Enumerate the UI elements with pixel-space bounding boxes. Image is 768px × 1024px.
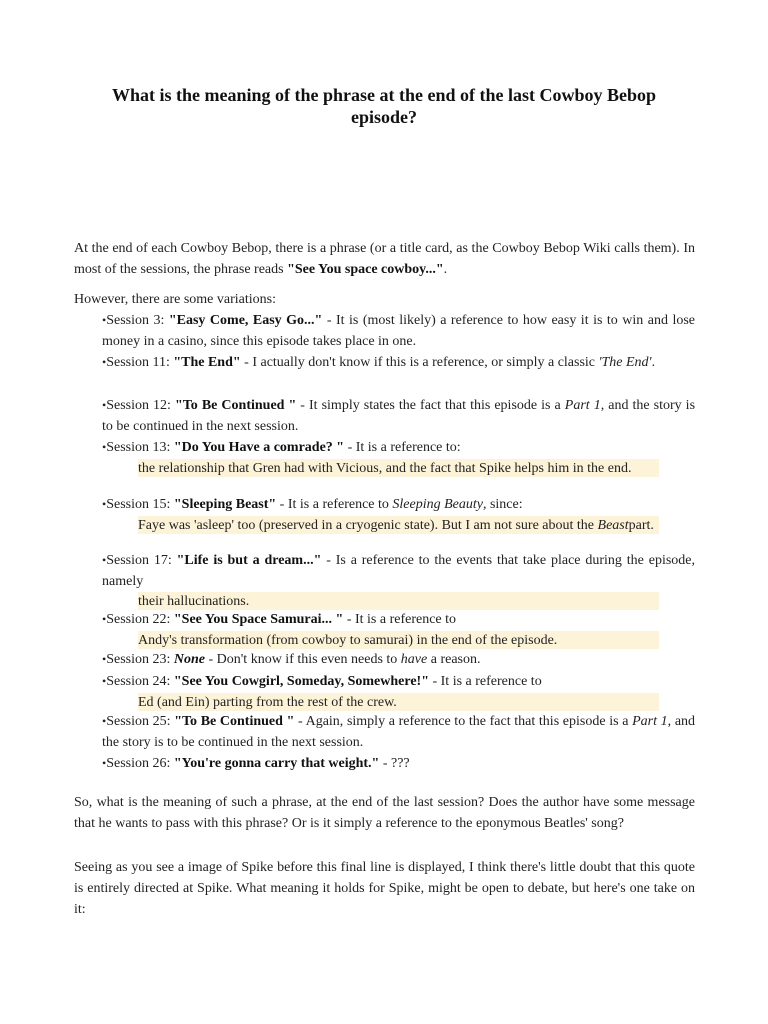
session-desc: - It is a reference to <box>343 612 457 627</box>
closing-paragraph: Seeing as you see a image of Spike before this final line is displayed, I think there's little doubt that this quote is entirely directed at Spike. What meaning it holds for Spike, might be open to debate, but here's one take on it: <box>74 860 695 917</box>
session-quote: Andy's transformation (from cowboy to samurai) in the end of the episode. <box>138 631 659 649</box>
session-desc: - ??? <box>379 756 410 771</box>
list-item <box>102 649 695 670</box>
session-label: Session 24: <box>106 674 171 689</box>
bullet: • <box>102 674 107 688</box>
session-desc: - Is a reference to the events that take place during the episode, namely <box>102 553 695 589</box>
session-desc: - It is a reference to <box>276 497 393 512</box>
session-label: Session 22: <box>106 612 171 627</box>
session-desc-end: , and the story is to be continued in the next session. <box>102 714 696 750</box>
intro-phrase: "See You space cowboy..." <box>287 262 444 277</box>
intro-end: . <box>443 262 448 277</box>
list-item <box>102 494 695 515</box>
list-item <box>102 753 695 774</box>
session-label: Session 13: <box>106 440 171 455</box>
bullet: • <box>102 313 107 327</box>
list-item <box>102 352 695 373</box>
session-desc-end: , and the story is to be continued in the next session. <box>102 398 696 434</box>
bullet: • <box>102 553 107 567</box>
session-label: Session 11: <box>106 355 170 370</box>
session-desc: - It is a reference to <box>428 674 542 689</box>
session-phrase: "To Be Continued " <box>174 714 295 729</box>
session-label: Session 25: <box>106 714 171 729</box>
question-paragraph: So, what is the meaning of such a phrase, at the end of the last session? Does the author have some message that he wants to pass with this phrase? Or is it simply a reference to the eponymous Beatles' song? <box>74 795 695 831</box>
bullet: • <box>102 756 107 770</box>
intro-text: At the end of each Cowboy Bebop, there is a phrase (or a title card, as the Cowboy Bebop Wiki calls them). In most of the sessions, the phrase reads <box>74 241 695 277</box>
intro-paragraph <box>74 238 695 280</box>
session-desc-end: a reason. <box>427 652 481 667</box>
session-desc-italic: Part 1 <box>632 714 668 729</box>
session-desc: - Again, simply a reference to the fact that this episode is a <box>294 714 633 729</box>
quote-end: part. <box>628 518 654 533</box>
session-quote <box>138 516 659 534</box>
session-label: Session 26: <box>106 756 171 771</box>
session-desc: - It is (most likely) a reference to how easy it is to win and lose money in a casino, since this episode takes place in one. <box>102 313 696 349</box>
bullet: • <box>102 714 107 728</box>
session-desc: - I actually don't know if this is a reference, or simply a classic <box>240 355 599 370</box>
list-item <box>102 437 695 458</box>
session-label: Session 23: <box>106 652 171 667</box>
session-quote: the relationship that Gren had with Vicious, and the fact that Spike helps him in the end. <box>138 459 659 477</box>
bullet: • <box>102 440 107 454</box>
list-item <box>102 395 695 437</box>
session-phrase: "Do You Have a comrade? " <box>173 440 345 455</box>
quote-text: Faye was 'asleep' too (preserved in a cryogenic state). But I am not sure about the <box>138 518 598 533</box>
session-desc-end: . <box>651 355 656 370</box>
session-desc-end: , since: <box>482 497 523 512</box>
list-item <box>102 550 695 592</box>
session-desc: - It simply states the fact that this episode is a <box>296 398 565 413</box>
session-desc-italic: Part 1 <box>564 398 601 413</box>
session-phrase: "Easy Come, Easy Go..." <box>168 313 323 328</box>
list-item <box>102 671 695 692</box>
session-phrase: "The End" <box>173 355 241 370</box>
session-desc-italic: 'The End' <box>598 355 652 370</box>
bullet: • <box>102 497 107 511</box>
bullet: • <box>102 612 107 626</box>
session-phrase: "Sleeping Beast" <box>173 497 277 512</box>
bullet: • <box>102 355 107 369</box>
list-item <box>102 609 695 630</box>
session-phrase: None <box>173 652 206 667</box>
session-phrase: "To Be Continued " <box>174 398 297 413</box>
variations-intro: However, there are some variations: <box>74 292 276 307</box>
session-desc: - It is a reference to: <box>344 440 461 455</box>
session-desc-italic: have <box>400 652 428 667</box>
bullet: • <box>102 398 107 412</box>
session-quote: Ed (and Ein) parting from the rest of the crew. <box>138 693 659 711</box>
session-label: Session 3: <box>106 313 165 328</box>
page-title: What is the meaning of the phrase at the end of the last Cowboy Bebop episode? <box>111 85 657 127</box>
quote-italic: Beast <box>597 518 629 533</box>
session-phrase: "You're gonna carry that weight." <box>173 756 380 771</box>
session-phrase: "See You Space Samurai... " <box>173 612 344 627</box>
list-item <box>102 310 695 352</box>
session-desc-italic: Sleeping Beauty <box>392 497 483 512</box>
session-label: Session 12: <box>106 398 171 413</box>
session-desc: - Don't know if this even needs to <box>205 652 401 667</box>
session-label: Session 15: <box>106 497 171 512</box>
session-phrase: "See You Cowgirl, Someday, Somewhere!" <box>173 674 429 689</box>
list-item <box>102 711 695 753</box>
session-quote: their hallucinations. <box>138 592 659 610</box>
bullet: • <box>102 652 107 666</box>
session-label: Session 17: <box>106 553 172 568</box>
session-phrase: "Life is but a dream..." <box>176 553 322 568</box>
